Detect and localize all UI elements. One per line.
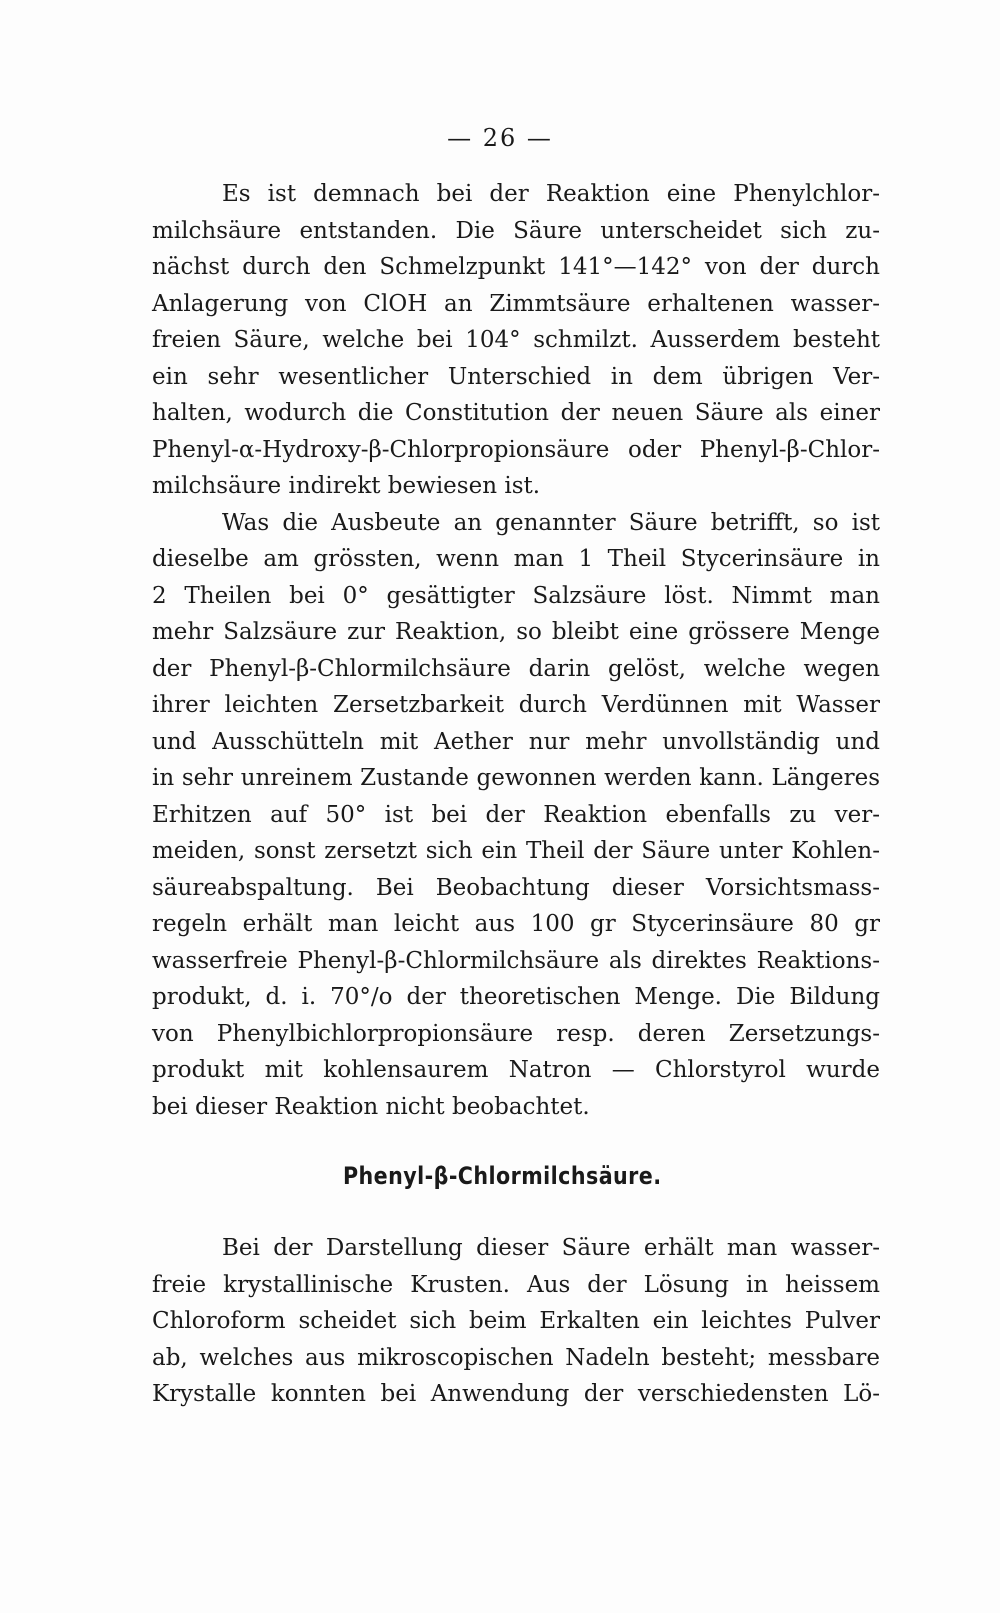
body-text-section-1 (152, 176, 880, 1125)
text-line: wasserfreie Phenyl-β-Chlormilchsäure als direktes Reaktions- (152, 947, 880, 974)
text-line: in sehr unreinem Zustande gewonnen werden kann. Längeres (152, 765, 880, 791)
text-line: ein sehr wesentlicher Unterschied in dem übrigen Ver- (152, 363, 880, 390)
text-line: meiden, sonst zersetzt sich ein Theil der Säure unter Kohlen- (152, 838, 880, 864)
text-line: ihrer leichten Zersetzbarkeit durch Verdünnen mit Wasser (152, 692, 880, 718)
text-line: der Phenyl-β-Chlormilchsäure darin gelöst, welche wegen (152, 655, 880, 682)
text-line: von Phenylbichlorpropionsäure resp. deren Zersetzungs- (152, 1020, 880, 1047)
text-line: Erhitzen auf 50° ist bei der Reaktion ebenfalls zu ver- (152, 801, 880, 828)
text-line: produkt, d. i. 70°/o der theoretischen Menge. Die Bildung (152, 984, 880, 1010)
text-line: milchsäure indirekt bewiesen ist. (152, 473, 541, 499)
text-line: regeln erhält man leicht aus 100 gr Stycerinsäure 80 gr (152, 911, 880, 937)
text-line: Phenyl-α-Hydroxy-β-Chlorpropionsäure oder Phenyl-β-Chlor- (152, 436, 880, 463)
page-number: — 26 — (447, 124, 553, 152)
text-line: mehr Salzsäure zur Reaktion, so bleibt eine grössere Menge (152, 619, 880, 645)
text-line: Krystalle konnten bei Anwendung der verschiedensten Lö- (152, 1381, 880, 1407)
text-line: halten, wodurch die Constitution der neuen Säure als einer (152, 400, 880, 426)
text-line: Was die Ausbeute an genannter Säure betrifft, so ist (222, 509, 880, 536)
text-line: 2 Theilen bei 0° gesättigter Salzsäure löst. Nimmt man (152, 582, 880, 609)
section-heading: Phenyl-β-Chlormilchsäure. (342, 1162, 662, 1190)
text-line: dieselbe am grössten, wenn man 1 Theil Stycerinsäure in (152, 546, 880, 572)
body-text-section-2 (152, 1230, 880, 1413)
text-line: bei dieser Reaktion nicht beobachtet. (152, 1093, 590, 1120)
text-line: milchsäure entstanden. Die Säure unterscheidet sich zu- (152, 217, 880, 244)
text-line: und Ausschütteln mit Aether nur mehr unvollständig und (152, 728, 880, 755)
text-line: Bei der Darstellung dieser Säure erhält man wasser- (222, 1235, 880, 1261)
text-line: nächst durch den Schmelzpunkt 141°—142° von der durch (152, 254, 880, 280)
text-line: Es ist demnach bei der Reaktion eine Phenylchlor- (222, 181, 880, 207)
text-line: Chloroform scheidet sich beim Erkalten ein leichtes Pulver (152, 1308, 880, 1334)
text-line: ab, welches aus mikroscopischen Nadeln besteht; messbare (152, 1344, 880, 1371)
text-line: Anlagerung von ClOH an Zimmtsäure erhaltenen wasser- (152, 290, 880, 317)
text-line: produkt mit kohlensaurem Natron — Chlorstyrol wurde (152, 1057, 880, 1083)
text-line: säureabspaltung. Bei Beobachtung dieser Vorsichtsmass- (152, 874, 880, 901)
text-line: freie krystallinische Krusten. Aus der Lösung in heissem (152, 1271, 880, 1298)
text-line: freien Säure, welche bei 104° schmilzt. Ausserdem besteht (152, 327, 880, 353)
